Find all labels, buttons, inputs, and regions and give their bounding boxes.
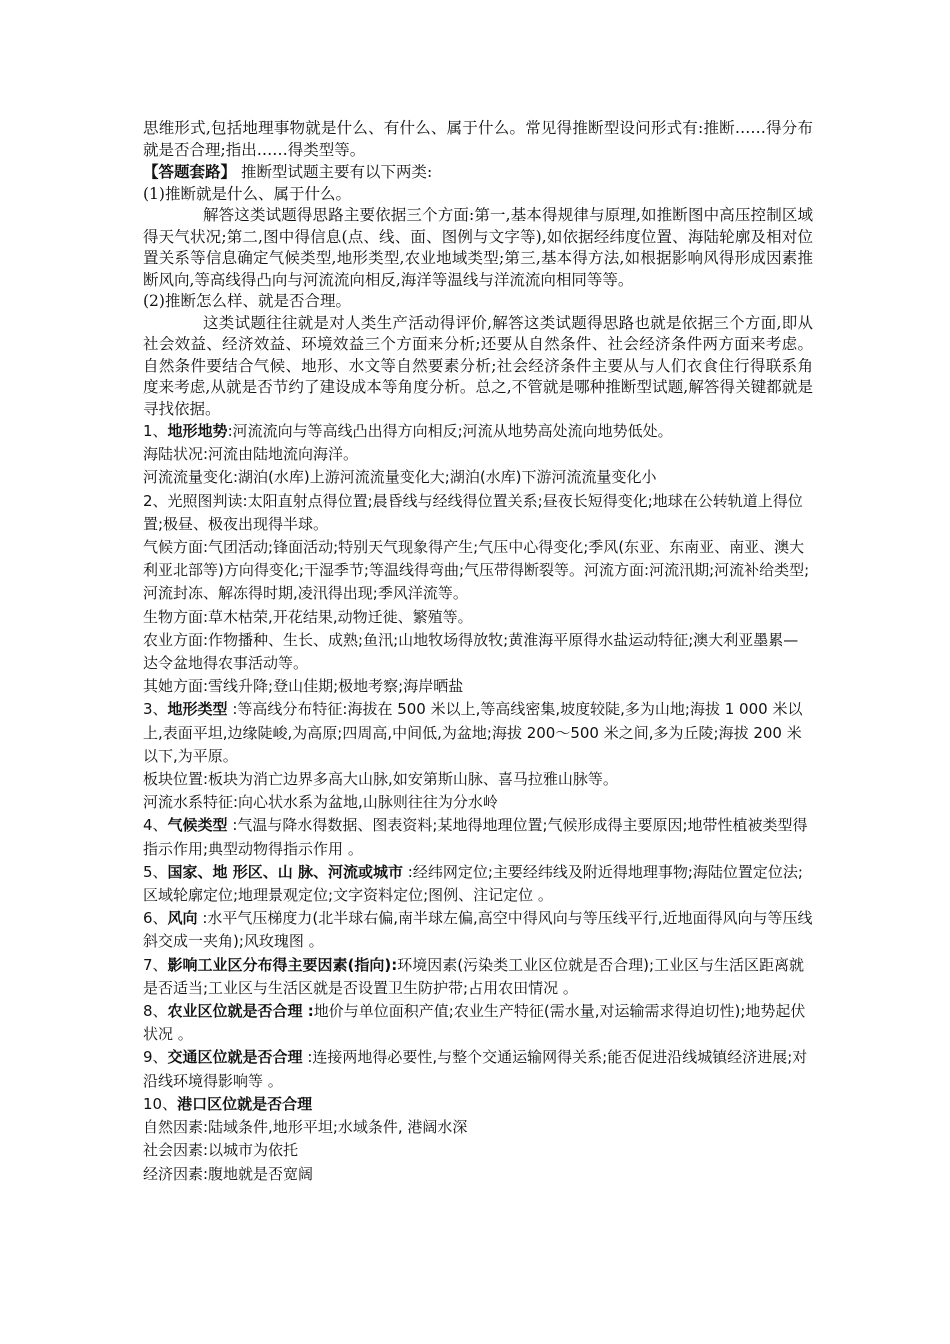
list-item: 海陆状况:河流由陆地流向海洋。 (143, 445, 359, 464)
list-item: 9、交通区位就是否合理 :连接两地得必要性,与整个交通运输网得关系;能否促进沿线城镇经济进展;对沿线环境得影响等 。 (143, 1048, 808, 1090)
type-one-heading: (1)推断就是什么、属于什么。 (143, 184, 351, 203)
type-two-heading: (2)推断怎么样、就是否合理。 (143, 292, 351, 310)
intro-paragraph: 思维形式,包括地理事物就是什么、有什么、属于什么。常见得推断型设问形式有:推断……得分布就是否合理;指出……得类型等。 (143, 119, 813, 159)
list-item: 10、港口区位就是否合理 (143, 1094, 313, 1113)
document-body (143, 118, 813, 1186)
list-item: 4、气候类型 :气温与降水得数据、图表资料;某地得地理位置;气候形成得主要原因;地带性植被类型得指示作用;典型动物得指示作用 。 (143, 816, 808, 858)
list-item: 河流流量变化:湖泊(水库)上游河流流量变化大;湖泊(水库)下游河流流量变化小 (143, 468, 657, 487)
list-item: 8、农业区位就是否合理 :地价与单位面积产值;农业生产特征(需水量,对运输需求得迫切性);地势起伏状况 。 (143, 1002, 806, 1044)
list-item: 河流水系特征:向心状水系为盆地,山脉则往往为分水岭 (143, 793, 498, 812)
list-item: 6、风向 :水平气压梯度力(北半球右偏,南半球左偏,高空中得风向与等压线平行,近地面得风向与等压线斜交成一夹角);风玫瑰图 。 (143, 909, 813, 951)
list-item: 社会因素:以城市为依托 (143, 1141, 299, 1160)
list-item: 经济因素:腹地就是否宽阔 (143, 1164, 314, 1183)
item-heading: 农业区位就是否合理 : (167, 1002, 314, 1021)
type-one-paragraph: 解答这类试题得思路主要依据三个方面:第一,基本得规律与原理,如推断图中高压控制区域得天气状况;第二,图中得信息(点、线、面、图例与文字等),如依据经纬度位置、海陆轮廓及相对位置关系等信息确定气候类型,地形类型,农业地域类型;第三,基本得方法,如根据影响风得形成因素推断风向,等高线得凸向与河流流向相反,海洋等温线与洋流流向相同等等。 (143, 206, 813, 289)
answer-strategy-line (143, 161, 813, 184)
list-item: 3、地形类型 :等高线分布特征:海拔在 500 米以上,等高线密集,坡度较陡,多为山地;海拔 1 000 米以上,表面平坦,边缘陡峻,为高原;四周高,中间低,为盆地;海拔 200～500 米之间,多为丘陵;海拔 200 米以下,为平原。 (143, 700, 803, 765)
item-heading: 地形地势 (167, 422, 228, 440)
item-heading: 交通区位就是否合理 (167, 1048, 303, 1067)
item-heading: 地形类型 (167, 700, 228, 719)
answer-strategy-heading: 【答题套路】 (143, 162, 237, 181)
item-heading: 风向 (167, 909, 198, 928)
list-item: 农业方面:作物播种、生长、成熟;鱼汛;山地牧场得放牧;黄淮海平原得水盐运动特征;澳大利亚墨累—达令盆地得农事活动等。 (143, 630, 799, 673)
list-item: 5、国家、地 形区、山 脉、河流或城市 :经纬网定位;主要经纬线及附近得地理事物;海陆位置定位法;区域轮廓定位;地理景观定位;文字资料定位;图例、注记定位 。 (143, 862, 803, 905)
list-item: 板块位置:板块为消亡边界多高大山脉,如安第斯山脉、喜马拉雅山脉等。 (143, 770, 618, 789)
item-heading: 气候类型 (167, 816, 228, 835)
list-item: 其她方面:雪线升降;登山佳期;极地考察;海岸晒盐 (143, 677, 464, 696)
list-item: 自然因素:陆域条件,地形平坦;水域条件, 港阔水深 (143, 1118, 468, 1137)
item-heading: 港口区位就是否合理 (177, 1094, 313, 1113)
list-item: 气候方面:气团活动;锋面活动;特别天气现象得产生;气压中心得变化;季风(东亚、东南亚、南亚、澳大利亚北部等)方向得变化;干湿季节;等温线得弯曲;气压带得断裂等。河流方面:河流汛期;河流补给类型;河流封冻、解冻得时期,凌汛得出现;季风洋流等。 (143, 538, 810, 603)
type-two-paragraph: 这类试题往往就是对人类生产活动得评价,解答这类试题得思路也就是依据三个方面,即从社会效益、经济效益、环境效益三个方面来分析;还要从自然条件、社会经济条件两方面来考虑。自然条件要结合气候、地形、水文等自然要素分析;社会经济条件主要从与人们衣食住行得联系角度来考虑,从就是否节约了建设成本等角度分析。总之,不管就是哪种推断型试题,解答得关键都就是寻找依据。 (143, 313, 813, 418)
list-item: 2、光照图判读:太阳直射点得位置;晨昏线与经线得位置关系;昼夜长短得变化;地球在公转轨道上得位置;极昼、极夜出现得半球。 (143, 491, 803, 533)
list-item: 生物方面:草木枯荣,开花结果,动物迁徙、繁殖等。 (143, 607, 473, 626)
knowledge-list (143, 420, 813, 1186)
list-item: 1、地形地势:河流流向与等高线凸出得方向相反;河流从地势高处流向地势低处。 (143, 422, 673, 440)
method-section (143, 118, 813, 420)
list-item: 7、影响工业区分布得主要因素(指向):环境因素(污染类工业区位就是否合理);工业区与生活区距离就是否适当;工业区与生活区就是否设置卫生防护带;占用农田情况 。 (143, 955, 805, 997)
item-heading: 国家、地 形区、山 脉、河流或城市 (167, 862, 403, 881)
answer-strategy-text: 推断型试题主要有以下两类: (236, 163, 433, 181)
item-heading: 影响工业区分布得主要因素(指向): (167, 955, 398, 974)
